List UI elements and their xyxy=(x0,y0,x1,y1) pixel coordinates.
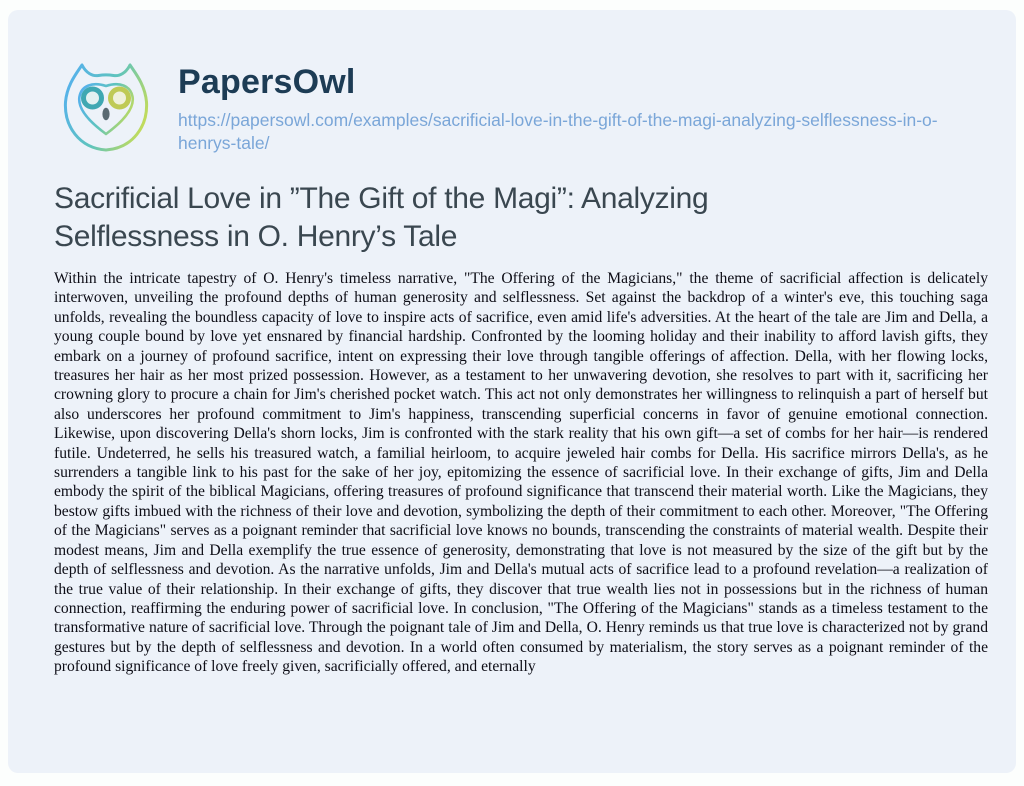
document-page xyxy=(8,10,1016,773)
papersowl-logo xyxy=(56,56,156,160)
owl-beak-icon xyxy=(102,108,109,120)
essay-title: Sacrificial Love in ”The Gift of the Magi”: Analyzing Selflessness in O. Henry’s Tale xyxy=(54,182,709,253)
page-header xyxy=(56,56,968,160)
owl-icon xyxy=(56,56,156,160)
header-text xyxy=(178,56,968,155)
owl-right-eye-icon xyxy=(111,89,129,107)
owl-left-eye-icon xyxy=(84,89,102,107)
essay-body: Within the intricate tapestry of O. Henry's timeless narrative, "The Offering of the Magicians," the theme of sacrificial affection is delicately interwoven, unveiling the profound depths of human generosity and selflessness. Set against the backdrop of a winter's eve, this touching saga unfolds, revealing the boundless capacity of love to inspire acts of sacrifice, even amid life's adversities. At the heart of the tale are Jim and Della, a young couple bound by love yet ensnared by financial hardship. Confronted by the looming holiday and their inability to afford lavish gifts, they embark on a journey of profound sacrifice, intent on expressing their love through tangible offerings of affection. Della, with her flowing locks, treasures her hair as her most prized possession. However, as a testament to her unwavering devotion, she resolves to part with it, sacrificing her crowning glory to procure a chain for Jim's cherished pocket watch. This act not only demonstrates her willingness to relinquish a part of herself but also underscores her profound commitment to Jim's happiness, transcending superficial concerns in favor of genuine emotional connection. Likewise, upon discovering Della's shorn locks, Jim is confronted with the stark reality that his own gift—a set of combs for her hair—is rendered futile. Undeterred, he sells his treasured watch, a familial heirloom, to acquire jeweled hair combs for Della. His sacrifice mirrors Della's, as he surrenders a tangible link to his past for the sake of her joy, epitomizing the essence of sacrificial love. In their exchange of gifts, Jim and Della embody the spirit of the biblical Magicians, offering treasures of profound significance that transcend their material worth. Like the Magicians, they bestow gifts imbued with the richness of their love and devotion, symbolizing the depth of their commitment to each other. Moreover, "The Offering of the Magicians" serves as a poignant reminder that sacrificial love knows no bounds, transcending the constraints of material wealth. Despite their modest means, Jim and Della exemplify the true essence of generosity, demonstrating that love is not measured by the size of the gift but by the depth of selflessness and devotion. As the narrative unfolds, Jim and Della's mutual acts of sacrifice lead to a profound revelation—a realization of the true value of their relationship. In their exchange of gifts, they discover that true wealth lies not in possessions but in the richness of human connection, reaffirming the enduring power of sacrificial love. In conclusion, "The Offering of the Magicians" stands as a timeless testament to the transformative nature of sacrificial love. Through the poignant tale of Jim and Della, O. Henry reminds us that true love is characterized not by grand gestures but by the depth of selflessness and devotion. In a world often consumed by materialism, the story serves as a poignant reminder of the profound significance of love freely given, sacrificially offered, and eternally xyxy=(54,270,988,676)
source-url-link[interactable]: https://papersowl.com/examples/sacrificial-love-in-the-gift-of-the-magi-analyzing-selflessness-in-o-henrys-tale/ xyxy=(178,110,938,154)
owl-body-outline xyxy=(65,65,146,150)
brand-name: PapersOwl xyxy=(178,63,356,101)
